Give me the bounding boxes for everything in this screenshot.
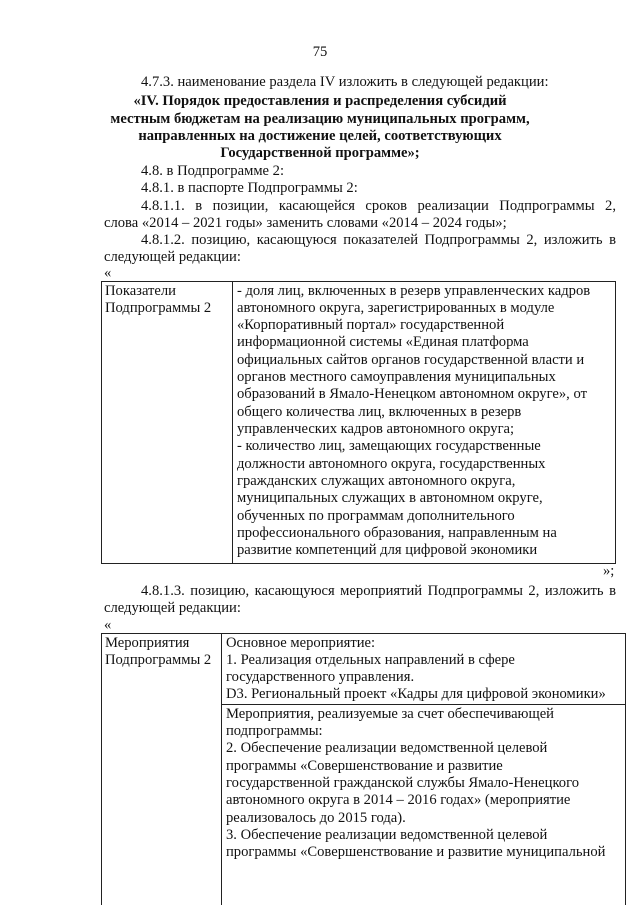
paragraph-4-8-1-1-line-2: слова «2014 – 2021 годы» заменить словами «2014 – 2024 годы»;: [104, 215, 507, 231]
indicator-text-line: образований в Ямало-Ненецком автономном округе», от: [237, 386, 587, 402]
indicator-text-line: - количество лиц, замещающих государственные: [237, 438, 541, 454]
indicator-text-line: информационной системы «Единая платформа: [237, 334, 529, 350]
indicators-label-line-1: Показатели: [105, 283, 176, 299]
main-activity-line: Основное мероприятие:: [226, 635, 376, 651]
opening-quote: «: [104, 265, 112, 281]
indicator-text-line: органов местного самоуправления муниципальных: [237, 369, 556, 385]
activities-label-line-2: Подпрограммы 2: [105, 652, 212, 668]
main-activity-line: D3. Региональный проект «Кадры для цифровой экономики»: [226, 686, 606, 702]
indicator-text-line: гражданских служащих автономного округа,: [237, 473, 516, 489]
support-activity-line: государственной гражданской службы Ямало-Ненецкого: [226, 775, 580, 791]
main-activity-line: 1. Реализация отдельных направлений в сфере: [226, 652, 515, 668]
support-activity-line: 3. Обеспечение реализации ведомственной целевой: [226, 827, 548, 843]
closing-quote: »;: [603, 563, 615, 579]
main-activity-line: государственного управления.: [226, 669, 415, 685]
indicator-text-line: профессионального образования, направленным на: [237, 525, 557, 541]
support-activity-line: автономного округа в 2014 – 2016 годах» (мероприятие: [226, 792, 571, 808]
indicator-text-line: автономного округа, зарегистрированных в модуле: [237, 300, 555, 316]
section-heading-line-2: местным бюджетам на реализацию муниципальных программ,: [110, 111, 530, 127]
paragraph-4-8-1-3-line-1: 4.8.1.3. позицию, касающуюся мероприятий Подпрограммы 2, изложить в: [141, 583, 616, 599]
support-activity-line: 2. Обеспечение реализации ведомственной целевой: [226, 740, 548, 756]
support-activity-line: программы «Совершенствование и развитие муниципальной: [226, 844, 606, 860]
support-activity-line: Мероприятия, реализуемые за счет обеспечивающей: [226, 706, 554, 722]
indicator-text-line: управленческих кадров автономного округа;: [237, 421, 515, 437]
paragraph-4-8-1-2-line-1: 4.8.1.2. позицию, касающуюся показателей Подпрограммы 2, изложить в: [141, 232, 616, 248]
activities-label-line-1: Мероприятия: [105, 635, 190, 651]
paragraph-4-8-1: 4.8.1. в паспорте Подпрограммы 2:: [141, 180, 358, 196]
section-heading-line-4: Государственной программе»;: [220, 145, 420, 161]
indicator-text-line: муниципальных служащих в автономном округе,: [237, 490, 543, 506]
indicator-text-line: официальных сайтов органов государственной власти и: [237, 352, 585, 368]
indicator-text-line: обученных по программам дополнительного: [237, 508, 515, 524]
indicator-text-line: должности автономного округа, государственных: [237, 456, 546, 472]
support-activity-line: реализовалось до 2015 года).: [226, 810, 406, 826]
indicator-text-line: - доля лиц, включенных в резерв управленческих кадров: [237, 283, 591, 299]
opening-quote: «: [104, 617, 112, 633]
section-heading-line-3: направленных на достижение целей, соответствующих: [138, 128, 502, 144]
indicator-text-line: «Корпоративный портал» государственной: [237, 317, 505, 333]
paragraph-4-8-1-3-line-2: следующей редакции:: [104, 600, 241, 616]
paragraph-4-8: 4.8. в Подпрограмме 2:: [141, 163, 285, 179]
paragraph-4-8-1-2-line-2: следующей редакции:: [104, 249, 241, 265]
paragraph-4-7-3: 4.7.3. наименование раздела IV изложить в следующей редакции:: [141, 74, 549, 90]
support-activity-line: программы «Совершенствование и развитие: [226, 758, 503, 774]
indicators-label-line-2: Подпрограммы 2: [105, 300, 212, 316]
section-heading-line-1: «IV. Порядок предоставления и распределения субсидий: [133, 93, 507, 109]
indicator-text-line: общего количества лиц, включенных в резерв: [237, 404, 522, 420]
paragraph-4-8-1-1-line-1: 4.8.1.1. в позиции, касающейся сроков реализации Подпрограммы 2,: [141, 198, 616, 214]
indicator-text-line: развитие компетенций для цифровой экономики: [237, 542, 538, 558]
support-activity-line: подпрограммы:: [226, 723, 323, 739]
page-number: 75: [312, 44, 328, 60]
